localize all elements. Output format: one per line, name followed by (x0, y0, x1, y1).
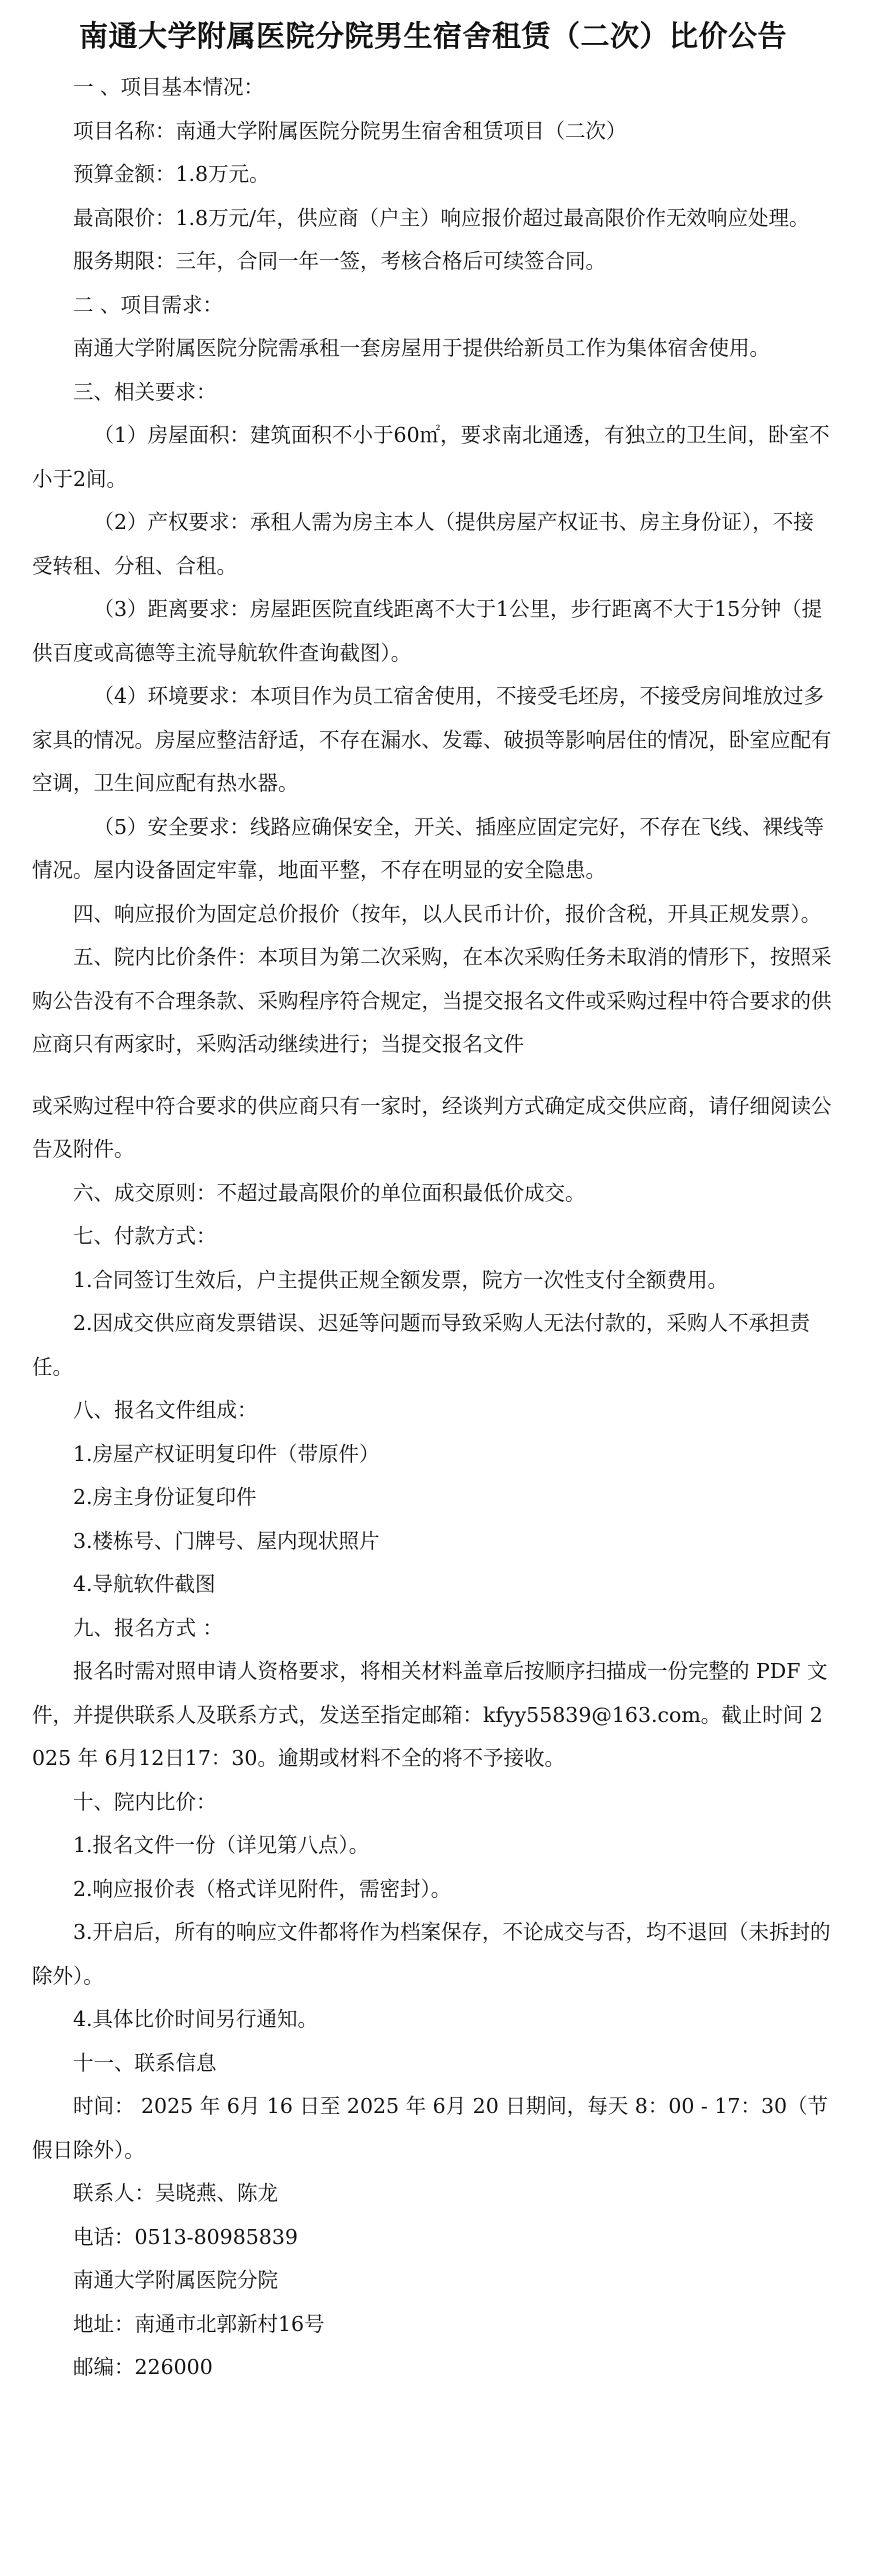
file-item: 1.房屋产权证明复印件（带原件） (73, 1441, 380, 1466)
comparison-item: 3.开启后，所有的响应文件都将作为档案保存，不论成交与否，均不退回（未拆封的除外）。 (32, 1920, 831, 1988)
section-8-heading: 八、报名文件组成： (73, 1398, 258, 1422)
section-4-quote: 四、响应报价为固定总价报价（按年，以人民币计价，报价含税，开具正规发票）。 (73, 901, 822, 926)
contact-organization: 南通大学附属医院分院 (73, 2268, 278, 2292)
project-requirement: 南通大学附属医院分院需承租一套房屋用于提供给新员工作为集体宿舍使用。 (73, 336, 770, 360)
section-5-conditions-b: 或采购过程中符合要求的供应商只有一家时，经谈判方式确定成交供应商，请仔细阅读公告及附件。 (32, 1093, 832, 1161)
file-item: 3.楼栋号、门牌号、屋内现状照片 (73, 1528, 380, 1553)
requirement-safety: （5）安全要求：线路应确保安全，开关、插座应固定完好，不存在飞线、裸线等情况。屋内设备固定牢靠，地面平整，不存在明显的安全隐患。 (32, 814, 825, 882)
requirement-area: （1）房屋面积：建筑面积不小于60㎡，要求南北通透，有独立的卫生间，卧室不小于2间。 (32, 423, 830, 491)
section-6-principle: 六、成交原则：不超过最高限价的单位面积最低价成交。 (73, 1180, 586, 1205)
max-price: 最高限价：1.8万元/年，供应商（户主）响应报价超过最高限价作无效响应处理。 (73, 205, 810, 230)
contact-persons: 联系人：吴晓燕、陈龙 (73, 2181, 278, 2205)
file-item: 2.房主身份证复印件 (73, 1485, 257, 1509)
comparison-item: 2.响应报价表（格式详见附件，需密封）。 (73, 1876, 452, 1901)
section-9-heading: 九、报名方式 ： (73, 1615, 224, 1640)
section-2-heading: 二 、项目需求： (73, 292, 224, 317)
section-3-heading: 三、相关要求： (73, 379, 217, 404)
paragraph-gap (32, 1067, 834, 1085)
section-11-heading: 十一、联系信息 (73, 2050, 217, 2075)
comparison-item: 1.报名文件一份（详见第八点）。 (73, 1833, 370, 1857)
contact-phone: 电话：0513-80985839 (73, 2224, 298, 2249)
section-1-heading: 一 、项目基本情况： (73, 75, 265, 99)
payment-item-1: 1.合同签订生效后，户主提供正规全额发票，院方一次性支付全额费用。 (73, 1267, 729, 1292)
requirement-distance: （3）距离要求：房屋距医院直线距离不大于1公里，步行距离不大于15分钟（提供百度或高德等主流导航软件查询截图）。 (32, 597, 823, 665)
project-name: 项目名称：南通大学附属医院分院男生宿舍租赁项目（二次） (73, 118, 627, 143)
requirement-ownership: （2）产权要求：承租人需为房主本人（提供房屋产权证书、房主身份证），不接受转租、分租、合租。 (32, 510, 814, 578)
service-period: 服务期限：三年，合同一年一签，考核合格后可续签合同。 (73, 249, 606, 273)
comparison-item: 4.具体比价时间另行通知。 (73, 2007, 319, 2031)
section-5-conditions-a: 五、院内比价条件：本项目为第二次采购，在本次采购任务未取消的情形下，按照采购公告没有不合理条款、采购程序符合规定，当提交报名文件或采购过程中符合要求的供应商只有两家时，采购活动继续进行；当提交报名文件 (32, 945, 832, 1056)
file-item: 4.导航软件截图 (73, 1572, 216, 1596)
contact-postcode: 邮编：226000 (73, 2355, 213, 2379)
registration-method: 报名时需对照申请人资格要求，将相关材料盖章后按顺序扫描成一份完整的 PDF 文件，并提供联系人及联系方式，发送至指定邮箱：kfyy55839@163.com。截止时间 2025 年 6月12日17：30。逾期或材料不全的将不予接收。 (32, 1659, 828, 1770)
requirement-environment: （4）环境要求：本项目作为员工宿舍使用，不接受毛坯房，不接受房间堆放过多家具的情况。房屋应整洁舒适，不存在漏水、发霉、破损等影响居住的情况，卧室应配有空调，卫生间应配有热水器。 (32, 684, 832, 795)
page-title: 南通大学附属医院分院男生宿舍租赁（二次）比价公告 (78, 19, 787, 53)
contact-address: 地址：南通市北郭新村16号 (73, 2311, 325, 2336)
budget-amount: 预算金额：1.8万元。 (73, 162, 270, 186)
section-10-heading: 十、院内比价： (73, 1789, 217, 1814)
payment-item-2: 2.因成交供应商发票错误、迟延等问题而导致采购人无法付款的，采购人不承担责任。 (32, 1311, 811, 1379)
contact-time: 时间： 2025 年 6月 16 日至 2025 年 6月 20 日期间，每天 8：00 - 17：30（节假日除外）。 (32, 2094, 829, 2162)
section-7-heading: 七、付款方式： (73, 1224, 217, 1248)
